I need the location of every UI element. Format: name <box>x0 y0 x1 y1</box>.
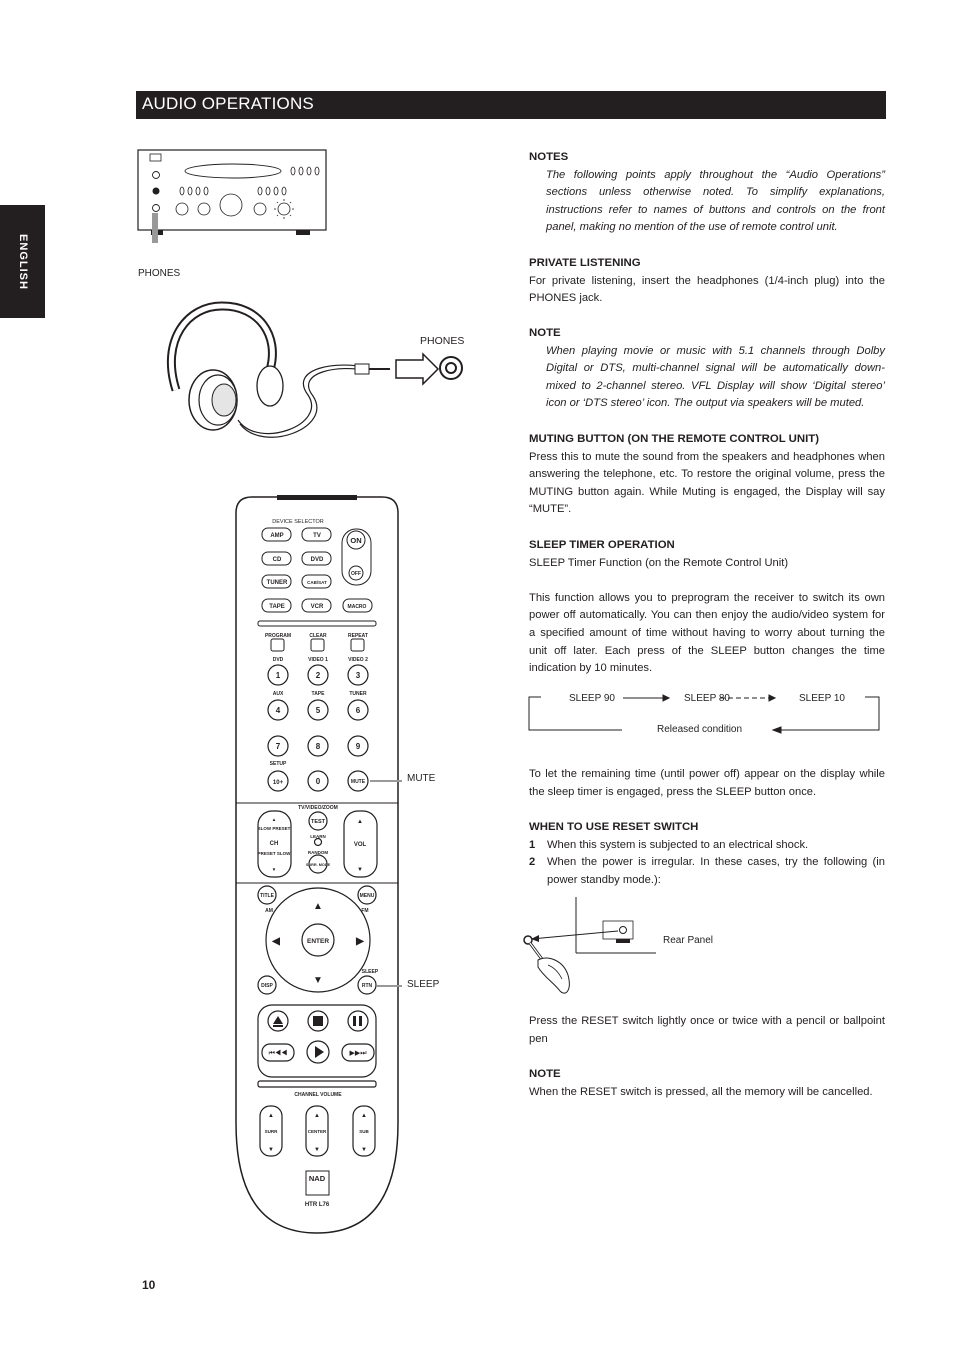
remote-vol: VOL <box>353 842 367 848</box>
reset-item-1-text: When this system is subjected to an electrical shock. <box>547 838 809 851</box>
notes-body: The following points apply throughout the “Audio Operations” sections unless otherwise noted. To simplify explanations, instructions refer to names of buttons and controls on the front panel, making no mention of the use of remote control unit. <box>546 168 885 234</box>
remote-key-4: 4 <box>275 706 281 715</box>
phones-jack-label: PHONES <box>420 335 465 347</box>
remote-amp: AMP <box>270 533 284 539</box>
reset-switch-illustration <box>518 895 658 1000</box>
remote-video1: VIDEO 1 <box>308 657 328 663</box>
remote-aux: AUX <box>272 691 284 697</box>
remote-key-0: 0 <box>315 777 321 786</box>
rear-panel-label: Rear Panel <box>663 935 714 946</box>
private-listening-body: For private listening, insert the headphones (1/4-inch plug) into the PHONES jack. <box>529 274 885 305</box>
remote-tuner: TUNER <box>266 580 288 586</box>
remote-clear: CLEAR <box>309 633 327 639</box>
remote-random: RANDOM <box>307 850 329 855</box>
remote-tvvideozoom: TV/VIDEO/ZOOM <box>298 805 338 811</box>
reset-instructions-body: Press the RESET switch lightly once or twice with a pencil or ballpoint pen <box>529 1015 885 1045</box>
remote-surr: SURR <box>264 1129 278 1134</box>
remote-slow-preset: SLOW PRESET <box>257 826 291 831</box>
remote-control-illustration <box>232 493 402 1238</box>
sleep-display-note <box>529 766 885 801</box>
reset-section <box>529 819 885 889</box>
remote-cd: CD <box>272 557 282 563</box>
remote-am: AM <box>265 908 273 914</box>
note-heading-2: NOTE <box>529 1068 561 1080</box>
remote-title: TITLE <box>260 893 274 899</box>
sleep-display-body: To let the remaining time (until power off) appear on the display while the sleep timer is engaged, press the SLEEP button once. <box>529 768 885 798</box>
notes-heading: NOTES <box>529 151 569 163</box>
reset-item-2 <box>529 854 885 889</box>
svg-text:◀: ◀ <box>272 936 280 947</box>
remote-brand: NAD <box>308 1174 326 1183</box>
remote-program: PROGRAM <box>264 633 292 639</box>
remote-setup: SETUP <box>269 761 287 767</box>
remote-preset-slow: PRESET SLOW <box>257 851 291 856</box>
remote-rtn: RTN <box>361 983 373 989</box>
remote-cabsat: CAB/SAT <box>307 580 327 585</box>
svg-text:▲: ▲ <box>357 819 363 825</box>
page-number: 10 <box>142 1278 156 1292</box>
language-tab-label: ENGLISH <box>16 233 29 290</box>
remote-key-1: 1 <box>275 671 281 680</box>
remote-test: TEST <box>310 819 326 825</box>
svg-text:▲: ▲ <box>271 817 277 822</box>
remote-learn: LEARN <box>310 834 326 839</box>
sleep-timer-heading: SLEEP TIMER OPERATION <box>529 539 675 551</box>
reset-heading: WHEN TO USE RESET SWITCH <box>529 821 699 833</box>
svg-text:▲: ▲ <box>314 1113 320 1119</box>
remote-enter: ENTER <box>306 938 330 945</box>
svg-text:▼: ▼ <box>313 975 323 986</box>
reset-item-1 <box>529 837 885 855</box>
sleep-timer-section <box>529 537 885 678</box>
sleep-80-label: SLEEP 80 <box>684 693 730 704</box>
private-listening-section <box>529 255 885 308</box>
reset-item-2-text: When the power is irregular. In these cases, try the following (in power standby mode.): <box>547 856 885 886</box>
remote-key-2: 2 <box>315 671 321 680</box>
svg-text:▲: ▲ <box>361 1113 367 1119</box>
remote-sub: SUB <box>359 1129 369 1134</box>
sleep-cycle-diagram <box>527 688 887 738</box>
remote-tuner2: TUNER <box>349 691 367 697</box>
language-tab <box>0 205 45 318</box>
remote-tape2: TAPE <box>311 691 325 697</box>
remote-key-9: 9 <box>355 742 361 751</box>
released-condition-label: Released condition <box>657 724 743 735</box>
svg-text:▼: ▼ <box>271 867 277 872</box>
remote-disp: DISP <box>261 983 273 989</box>
sleep-90-label: SLEEP 90 <box>569 693 615 704</box>
remote-key-10plus: 10+ <box>272 780 284 786</box>
mute-callout-label: MUTE <box>407 773 436 784</box>
front-panel-illustration <box>136 148 331 243</box>
svg-text:▼: ▼ <box>314 1147 320 1153</box>
sleep-callout-label: SLEEP <box>407 979 440 990</box>
private-listening-heading: PRIVATE LISTENING <box>529 257 641 269</box>
remote-mute: MUTE <box>350 779 366 785</box>
phones-front-label: PHONES <box>138 268 181 279</box>
remote-fm: FM <box>361 908 369 914</box>
reset-instructions <box>529 1013 885 1048</box>
notes-section <box>529 149 885 237</box>
remote-device-selector: DEVICE SELECTOR <box>272 519 324 525</box>
remote-key-3: 3 <box>355 671 361 680</box>
remote-macro: MACRO <box>347 604 367 610</box>
remote-dvd2: DVD <box>272 657 284 663</box>
note-section-2 <box>529 1066 885 1101</box>
remote-sleep: SLEEP <box>361 969 379 975</box>
remote-channel-volume: CHANNEL VOLUME <box>294 1092 342 1098</box>
svg-text:▶: ▶ <box>356 936 364 947</box>
remote-tape: TAPE <box>269 604 285 610</box>
reset-item-2-number: 2 <box>529 856 536 869</box>
remote-menu: MENU <box>359 893 375 899</box>
headphones-illustration <box>158 300 478 445</box>
note-heading-1: NOTE <box>529 327 561 339</box>
svg-text:▼: ▼ <box>361 1147 367 1153</box>
remote-vcr: VCR <box>310 604 324 610</box>
remote-off: OFF <box>351 571 361 577</box>
remote-surrmode: SURR. MODE <box>305 863 331 867</box>
svg-text:▶▶⏭: ▶▶⏭ <box>349 1050 367 1057</box>
muting-body: Press this to mute the sound from the speakers and headphones when answering the telephone, etc. To restore the original volume, press the MUTING button again. While Muting is engaged, the Display will say “MUTE”. <box>529 450 885 516</box>
sleep-10-label: SLEEP 10 <box>799 693 845 704</box>
remote-key-8: 8 <box>315 742 321 751</box>
remote-dvd: DVD <box>310 557 324 563</box>
remote-tv: TV <box>313 533 321 539</box>
remote-key-7: 7 <box>275 742 281 751</box>
section-header-bar <box>136 91 886 119</box>
remote-repeat: REPEAT <box>348 633 368 639</box>
section-title: AUDIO OPERATIONS <box>142 94 314 113</box>
muting-heading: MUTING BUTTON (ON THE REMOTE CONTROL UNIT) <box>529 433 820 445</box>
note-section-1 <box>529 325 885 413</box>
remote-key-6: 6 <box>355 706 361 715</box>
remote-model: HTR L76 <box>304 1202 330 1208</box>
remote-on: ON <box>350 536 362 545</box>
svg-text:▼: ▼ <box>268 1147 274 1153</box>
reset-item-1-number: 1 <box>529 838 536 851</box>
svg-text:⏮◀◀: ⏮◀◀ <box>268 1050 288 1057</box>
note-body-1: When playing movie or music with 5.1 channels through Dolby Digital or DTS, multi-channel signal will be automatically down-mixed to 2-channel stereo. VFL Display will show ‘Digital stereo’ icon or ‘DTS stereo’ icon. The output via speakers will be muted. <box>546 344 885 410</box>
muting-section <box>529 431 885 519</box>
svg-text:▼: ▼ <box>357 867 363 873</box>
svg-text:▲: ▲ <box>313 901 323 912</box>
remote-center: CENTER <box>307 1129 327 1134</box>
sleep-timer-body: This function allows you to preprogram the receiver to switch its own power off automatically. You can then enjoy the audio/video system for a specified amount of time without having to worry about turning the unit off later. Each press of the SLEEP button changes the time indication by 10 minutes. <box>529 591 885 675</box>
sleep-timer-subheading: SLEEP Timer Function (on the Remote Control Unit) <box>529 556 789 569</box>
remote-video2: VIDEO 2 <box>348 657 368 663</box>
note-body-2: When the RESET switch is pressed, all the memory will be cancelled. <box>529 1085 873 1098</box>
svg-text:▲: ▲ <box>268 1113 274 1119</box>
remote-key-5: 5 <box>315 706 321 715</box>
remote-ch: CH <box>269 841 279 847</box>
